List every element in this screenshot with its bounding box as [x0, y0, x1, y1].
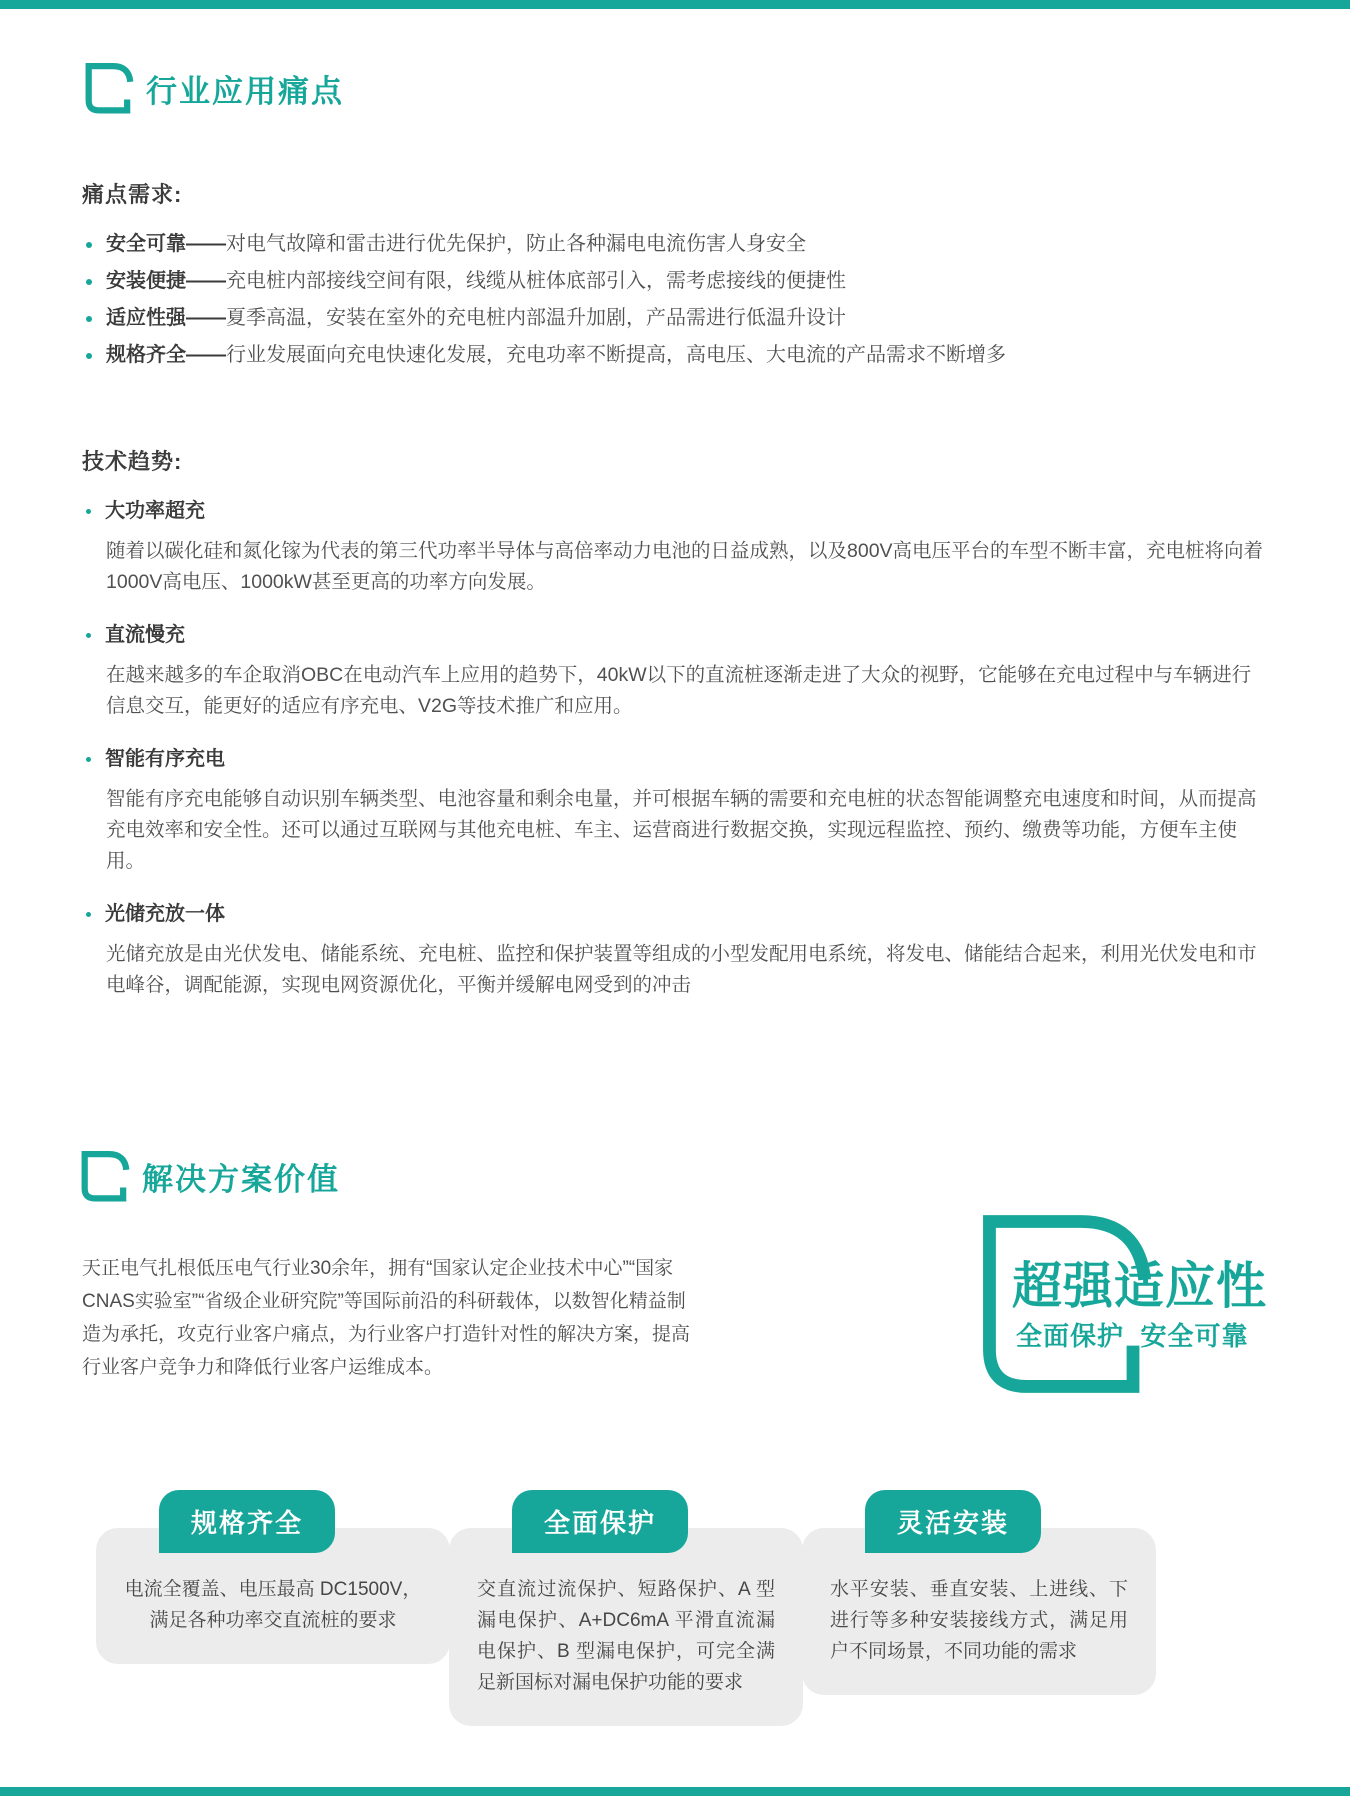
trend-label: 大功率超充 [105, 500, 205, 522]
needs-heading: 痛点需求: [82, 182, 183, 207]
top-accent-bar [0, 0, 1350, 9]
pain-section-title: 行业应用痛点 [146, 73, 344, 109]
need-text: 充电桩内部接线空间有限，线缆从桩体底部引入，需考虑接线的便捷性 [226, 270, 846, 292]
list-item [82, 270, 1268, 293]
pain-needs-block [82, 178, 1268, 381]
trend-item [82, 903, 1268, 1001]
trend-text: 光储充放是由光伏发电、储能系统、充电桩、监控和保护装置等组成的小型发配用电系统，将发电、储能结合起来，利用光伏发电和市电峰谷，调配能源，实现电网资源优化，平衡并缓解电网受到的冲击 [106, 943, 1257, 996]
adaptability-badge [962, 1198, 1302, 1403]
value-section-title: 解决方案价值 [142, 1161, 340, 1197]
card-text: 水平安装、垂直安装、上进线、下进行等多种安装接线方式，满足用户不同场景，不同功能的需求 [830, 1579, 1128, 1662]
trend-text: 在越来越多的车企取消OBC在电动汽车上应用的趋势下，40kW以下的直流桩逐渐走进了大众的视野，它能够在充电过程中与车辆进行信息交互，能更好的适应有序充电、V2G等技术推广和应用。 [106, 664, 1252, 717]
need-label: 安装便捷—— [106, 270, 226, 292]
quote-bracket-icon [80, 1144, 132, 1208]
feature-card-protection [449, 1508, 803, 1726]
feature-card-installation [802, 1508, 1156, 1695]
trend-item [82, 748, 1268, 877]
trend-label: 智能有序充电 [105, 748, 225, 770]
trend-item [82, 500, 1268, 598]
trends-heading: 技术趋势: [82, 449, 183, 474]
card-tab: 全面保护 [512, 1490, 688, 1553]
bullet-dot-icon [86, 279, 92, 285]
trend-label: 光储充放一体 [105, 903, 225, 925]
trend-text: 智能有序充电能够自动识别车辆类型、电池容量和剩余电量，并可根据车辆的需要和充电桩的状态智能调整充电速度和时间，从而提高充电效率和安全性。还可以通过互联网与其他充电桩、车主、运营商进行数据交换，实现远程监控、预约、缴费等功能，方便车主使用。 [106, 788, 1257, 872]
bullet-dot-icon [86, 509, 91, 514]
value-section-header [80, 1144, 340, 1208]
need-text: 对电气故障和雷击进行优先保护，防止各种漏电电流伤害人身安全 [226, 233, 806, 255]
need-label: 规格齐全—— [106, 344, 226, 366]
card-text: 交直流过流保护、短路保护、A 型漏电保护、A+DC6mA 平滑直流漏电保护、B 型漏电保护，可完全满足新国标对漏电保护功能的要求 [477, 1579, 775, 1693]
trends-block [82, 445, 1268, 1027]
need-label: 安全可靠—— [106, 233, 226, 255]
needs-list [82, 233, 1268, 367]
card-text: 电流全覆盖、电压最高 DC1500V，满足各种功率交直流桩的要求 [124, 1579, 422, 1631]
pain-section-header [84, 56, 344, 120]
need-text: 行业发展面向充电快速化发展，充电功率不断提高，高电压、大电流的产品需求不断增多 [226, 344, 1006, 366]
badge-subtitle: 全面保护 安全可靠 [1016, 1321, 1249, 1351]
card-tab: 规格齐全 [159, 1490, 335, 1553]
bullet-dot-icon [86, 353, 92, 359]
bullet-dot-icon [86, 242, 92, 248]
bottom-accent-bar [0, 1787, 1350, 1796]
trend-label: 直流慢充 [105, 624, 185, 646]
bullet-dot-icon [86, 912, 91, 917]
card-tab: 灵活安装 [865, 1490, 1041, 1553]
list-item [82, 344, 1268, 367]
trend-text: 随着以碳化硅和氮化镓为代表的第三代功率半导体与高倍率动力电池的日益成熟，以及800V高电压平台的车型不断丰富，充电桩将向着1000V高电压、1000kW甚至更高的功率方向发展。 [106, 540, 1264, 593]
bullet-dot-icon [86, 316, 92, 322]
feature-card-specs [96, 1508, 450, 1664]
list-item [82, 233, 1268, 256]
need-label: 适应性强—— [106, 307, 226, 329]
badge-title: 超强适应性 [1012, 1258, 1267, 1314]
need-text: 夏季高温，安装在室外的充电桩内部温升加剧，产品需进行低温升设计 [226, 307, 846, 329]
bullet-dot-icon [86, 757, 91, 762]
list-item [82, 307, 1268, 330]
bullet-dot-icon [86, 633, 91, 638]
quote-bracket-icon [84, 56, 136, 120]
trend-item [82, 624, 1268, 722]
value-intro-text: 天正电气扎根低压电气行业30余年，拥有“国家认定企业技术中心”“国家CNAS实验室”“省级企业研究院”等国际前沿的科研载体，以数智化精益制造为承托，攻克行业客户痛点，为行业客户打造针对性的解决方案，提高行业客户竞争力和降低行业客户运维成本。 [82, 1258, 691, 1378]
